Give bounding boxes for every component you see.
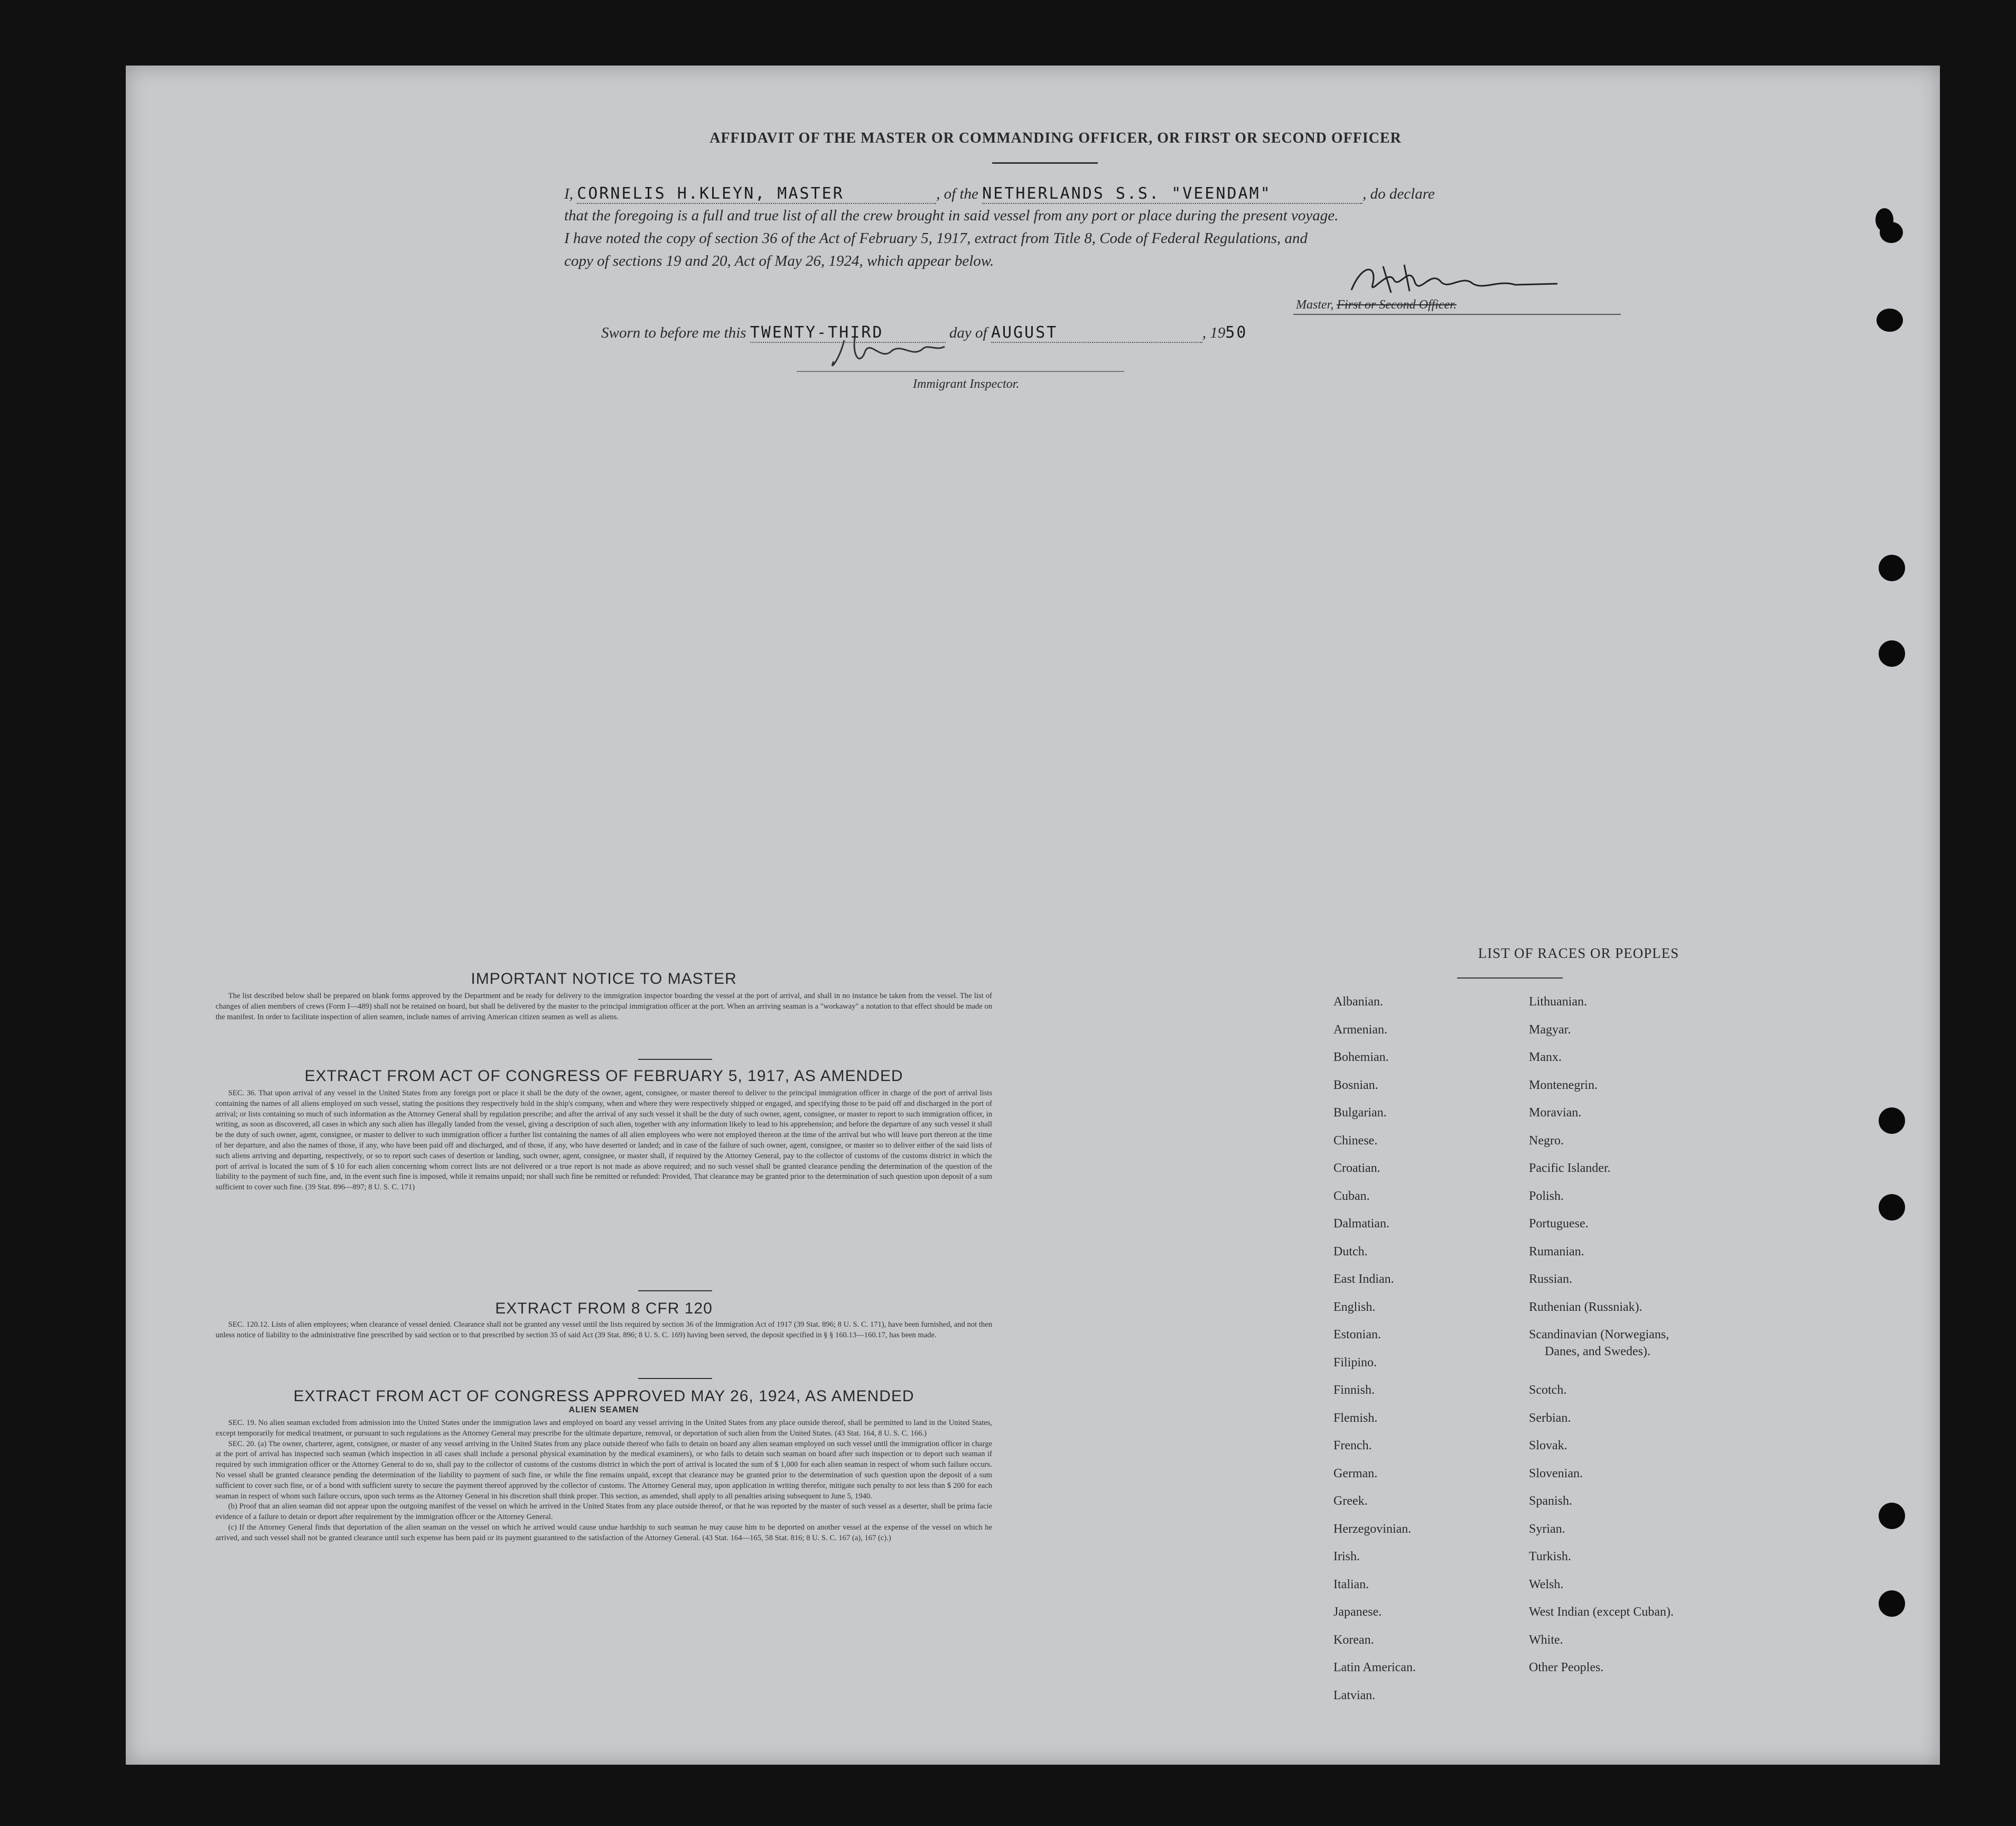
- line1-prefix: I,: [564, 185, 573, 202]
- races-column-1: [1333, 993, 1416, 1714]
- race-list-item: Estonian.: [1333, 1328, 1381, 1341]
- affidavit-line-2: that the foregoing is a full and true list of all the crew brought in said vessel from any port or place during the present voyage.: [564, 207, 1339, 224]
- race-list-item: Welsh.: [1529, 1577, 1564, 1591]
- extract-1924-sec19: SEC. 19. No alien seaman excluded from admission into the United States under the immigration laws and employed on board any vessel arriving in the United States from any place outside thereof, shall be permitted to land in the United States, except temporarily for medical treatment, or pursuant to such regulations as the Attorney General may prescribe for the ultimate departure, removal, or deportation of such alien from the United States. (43 Stat. 164, 8 U. S. C. 166.): [216, 1419, 992, 1438]
- extract-cfr-paragraph: SEC. 120.12. Lists of alien employees; when clearance of vessel denied. Clearance shall not be granted any vessel until the lists required by section 36 of the Immigration Act of 1917 (39 Stat. 896; 8 U. S. C. 171), have been furnished, and not then unless notice of liability to the administrative fine prescribed by said section or to that prescribed by section 35 of said Act (39 Stat. 896; 8 U. S. C. 169) having been served, the deposit specified in § § 160.13—160.17, has been made.: [216, 1320, 992, 1339]
- race-list-item: Japanese.: [1333, 1605, 1382, 1619]
- extract-cfr-body: [216, 1320, 992, 1341]
- race-list-item: Moravian.: [1529, 1106, 1582, 1120]
- race-list-item-scandinavian: [1529, 1326, 1674, 1381]
- race-list-item: Negro.: [1529, 1133, 1564, 1148]
- extract-1917-title: EXTRACT FROM ACT OF CONGRESS OF FEBRUARY 5, 1917, AS AMENDED: [304, 1067, 903, 1085]
- race-list-item: Bohemian.: [1333, 1050, 1389, 1064]
- sworn-year-prefix: , 19: [1202, 324, 1226, 341]
- affidavit-line-4: copy of sections 19 and 20, Act of May 26, 1924, which appear below.: [564, 253, 994, 269]
- sworn-month-handwritten: AUGUST: [991, 323, 1202, 343]
- title-rule: [992, 162, 1098, 164]
- races-title: LIST OF RACES OR PEOPLES: [1478, 945, 1679, 961]
- extract-1924-sec20b: (b) Proof that an alien seaman did not appear upon the outgoing manifest of the vessel on which he arrived in the United States from any place outside thereof, or that he was reported by the master of such vessel as a deserter, shall be prima facie evidence of a failure to detain or deport after requirement by the immigration officer or the Attorney General.: [216, 1502, 992, 1522]
- race-list-item: Scotch.: [1529, 1383, 1567, 1397]
- race-list-item: Other Peoples.: [1529, 1661, 1604, 1674]
- race-list-item: Pacific Islander.: [1529, 1161, 1611, 1175]
- race-list-item: English.: [1333, 1300, 1376, 1314]
- vessel-name-handwritten: NETHERLANDS S.S. "VEENDAM": [982, 184, 1362, 204]
- punch-hole: [1879, 1107, 1905, 1134]
- affidavit-line-3: I have noted the copy of section 36 of the Act of February 5, 1917, extract from Title 8, Code of Federal Regulations, and: [564, 230, 1308, 247]
- race-list-item: Spanish.: [1529, 1494, 1573, 1508]
- race-list-item: White.: [1529, 1633, 1563, 1647]
- race-list-item: Italian.: [1333, 1577, 1369, 1591]
- race-list-item: Dutch.: [1333, 1244, 1368, 1259]
- race-list-item: Ruthenian (Russniak).: [1529, 1300, 1642, 1314]
- extract-1924-subtitle: ALIEN SEAMEN: [568, 1405, 639, 1414]
- race-list-item: Slovak.: [1529, 1439, 1567, 1452]
- extract-1924-sec20c: (c) If the Attorney General finds that deportation of the alien seaman on the vessel on which he arrived would cause undue hardship to such seaman he may cause him to be deported on another vessel at the expense of the vessel on which he arrived, and such vessel shall not be granted clearance until such expense has been paid or its payment guaranteed to the satisfaction of the Attorney General. (43 Stat. 164—165, 58 Stat. 816; 8 U. S. C. 167 (a), 167 (c).): [216, 1523, 992, 1542]
- line1-suffix: , do declare: [1362, 185, 1435, 202]
- extract-1924-title: EXTRACT FROM ACT OF CONGRESS APPROVED MAY 26, 1924, AS AMENDED: [293, 1387, 914, 1405]
- race-list-item: Portuguese.: [1529, 1217, 1589, 1231]
- race-list-item: Herzegovinian.: [1333, 1522, 1412, 1536]
- races-column-2: [1529, 993, 1674, 1687]
- race-list-item: Dalmatian.: [1333, 1217, 1389, 1231]
- race-list-item: Finnish.: [1333, 1383, 1375, 1397]
- master-officer-label: [1296, 298, 1457, 312]
- master-signature-line: [1293, 314, 1621, 315]
- sworn-prefix: Sworn to before me this: [601, 324, 746, 341]
- struck-officer-title: First or Second Officer.: [1337, 298, 1457, 312]
- scandinavian-line-2: Danes, and Swedes).: [1545, 1345, 1650, 1358]
- race-list-item: Lithuanian.: [1529, 995, 1587, 1009]
- race-list-item: Chinese.: [1333, 1133, 1378, 1148]
- punch-hole: [1879, 555, 1905, 581]
- race-list-item: Rumanian.: [1529, 1244, 1584, 1259]
- race-list-item: East Indian.: [1333, 1272, 1394, 1286]
- master-name-handwritten: CORNELIS H.KLEYN, MASTER: [577, 184, 936, 204]
- affidavit-line-1: [564, 184, 1531, 204]
- race-list-item: Cuban.: [1333, 1189, 1370, 1203]
- race-list-item: Filipino.: [1333, 1355, 1377, 1370]
- punch-hole: [1879, 640, 1905, 667]
- race-list-item: Flemish.: [1333, 1411, 1378, 1425]
- race-list-item: German.: [1333, 1466, 1378, 1480]
- notice-paragraph: The list described below shall be prepared on blank forms approved by the Department and be ready for delivery to the immigration inspector boarding the vessel at the port of arrival, and shall in no instance be taken from the vessel. The list of changes of alien members of crews (Form I—489) shall not be retained on board, but shall be delivered by the master to the principal immigration officer at the port. When an arriving seaman is a "workaway" a notation to that effect should be made on the manifest. In order to facilitate inspection of alien seamen, include names of arriving American citizen seamen as well as aliens.: [216, 992, 992, 1021]
- race-list-item: Manx.: [1529, 1050, 1562, 1064]
- race-list-item: Greek.: [1333, 1494, 1368, 1508]
- sworn-mid: day of: [949, 324, 987, 341]
- race-list-item: French.: [1333, 1439, 1372, 1452]
- race-list-item: Turkish.: [1529, 1550, 1571, 1563]
- race-list-item: West Indian (except Cuban).: [1529, 1605, 1674, 1619]
- race-list-item: Slovenian.: [1529, 1466, 1583, 1480]
- notice-body: [216, 991, 992, 1022]
- race-list-item: Bosnian.: [1333, 1078, 1378, 1092]
- sworn-line: [601, 323, 1568, 343]
- race-list-item: Bulgarian.: [1333, 1106, 1387, 1120]
- punch-hole: [1880, 222, 1903, 243]
- race-list-item: Armenian.: [1333, 1022, 1387, 1037]
- affidavit-title: AFFIDAVIT OF THE MASTER OR COMMANDING OFFICER, OR FIRST OR SECOND OFFICER: [710, 130, 1402, 146]
- punch-hole: [1877, 309, 1903, 332]
- sworn-day-handwritten: TWENTY-THIRD: [750, 323, 946, 343]
- punch-hole: [1879, 1194, 1905, 1221]
- inspector-signature-line: [797, 371, 1124, 372]
- section-rule: [638, 1378, 712, 1379]
- punch-hole: [1879, 1590, 1905, 1617]
- sworn-year-handwritten: 50: [1225, 323, 1248, 342]
- section-rule: [638, 1290, 712, 1291]
- extract-cfr-title: EXTRACT FROM 8 CFR 120: [495, 1300, 713, 1317]
- notice-title: IMPORTANT NOTICE TO MASTER: [471, 970, 737, 987]
- line1-mid: , of the: [936, 185, 978, 202]
- race-list-item: Syrian.: [1529, 1522, 1565, 1536]
- section-rule: [638, 1059, 712, 1060]
- race-list-item: Irish.: [1333, 1550, 1360, 1563]
- race-list-item: Albanian.: [1333, 995, 1383, 1009]
- race-list-item: Russian.: [1529, 1272, 1573, 1286]
- extract-1917-paragraph: SEC. 36. That upon arrival of any vessel in the United States from any foreign port or place it shall be the duty of the owner, agent, consignee, or master thereof to deliver to the principal immigration officer in charge of the port of arrival lists containing the names of all aliens employed on such vessel, stating the positions they respectively hold in the ship's company, when and where they were respectively shipped or engaged, and specifying those to be paid off and discharged in the port of arrival; or lists containing so much of such information as the Attorney General shall by regulation prescribe; and after the arrival of any such vessel it shall be the duty of such owner, agent, consignee, or master to report to such immigration officer, in writing, as soon as discovered, all cases in which any such alien has illegally landed from the vessel, giving a description of such alien, together with any information likely to lead to his apprehension; and before the departure of any such vessel it shall be the duty of such owner, agent, consignee, or master to deliver to such immigration officer a further list containing the names of all alien employees who were not employed thereon at the time of the arrival but who will leave port thereon at the time of her departure, and also the names of those, if any, who have been paid off and discharged, and of those, if any, who have deserted or landed; and in case of the failure of such owner, agent, consignee, or master so to deliver either of the said lists of such aliens arriving and departing, respectively, or so to report such cases of desertion or landing, such owner, agent, consignee, or master shall, if required by the Attorney General, pay to the collector of customs of the customs district in which the port of arrival is located the sum of $ 10 for each alien concerning whom correct lists are not delivered or a true report is not made as above required; and no such vessel shall be granted clearance pending the determination of the question of the liability to the payment of such fine, and, in the event such fine is imposed, while it remains unpaid; nor shall such fine be remitted or refunded: Provided, That clearance may be granted prior to the determination of such question upon deposit of a sum sufficient to cover such fine. (39 Stat. 896—897; 8 U. S. C. 171): [216, 1089, 992, 1192]
- race-list-item: Korean.: [1333, 1633, 1374, 1647]
- race-list-item: Croatian.: [1333, 1161, 1380, 1175]
- race-list-item: Magyar.: [1529, 1022, 1571, 1037]
- extract-1924-sec20a: SEC. 20. (a) The owner, charterer, agent, consignee, or master of any vessel arriving in the United States from any place outside thereof who fails to detain on board any alien seaman employed on such vessel until the immigration officer in charge at the port of arrival has inspected such seaman (which inspection in all cases shall include a personal physical examination by the medical examiners), or who fails to detain such seaman on board after such inspection or to deport such seaman if required by such immigration officer or the Attorney General to do so, shall pay to the collector of customs of the customs district in which the port of arrival is located the sum of $ 1,000 for each alien seaman in respect of whom such failure occurs. No vessel shall be granted clearance pending the determination of the liability to payment of such fine, or while the fine remains unpaid, except that clearance may be granted prior to the determination of such question upon the deposit of a sum sufficient to cover such fine, or of a bond with sufficient surety to secure the payment thereof approved by the collector of customs. The Attorney General may, upon application in writing therefor, mitigate such penalty to not less than $ 200 for each seaman in respect of whom such failure occurs, upon such terms as the Attorney General in his discretion shall think proper. This section, as amended, shall apply to all penalties arising subsequent to June 5, 1940.: [216, 1439, 992, 1501]
- races-title-rule: [1457, 977, 1563, 979]
- master-title: Master,: [1296, 298, 1334, 312]
- race-list-item: Polish.: [1529, 1189, 1564, 1203]
- race-list-item: Serbian.: [1529, 1411, 1571, 1425]
- document-sheet: [126, 66, 1940, 1765]
- scandinavian-line-1: Scandinavian (Norwegians,: [1529, 1328, 1669, 1341]
- race-list-item: Latvian.: [1333, 1688, 1376, 1702]
- race-list-item: Montenegrin.: [1529, 1078, 1598, 1092]
- punch-hole: [1879, 1503, 1905, 1529]
- extract-1917-body: [216, 1088, 992, 1193]
- inspector-signature: [823, 330, 1013, 377]
- inspector-label: Immigrant Inspector.: [913, 377, 1020, 391]
- extract-1924-body: [216, 1418, 992, 1544]
- race-list-item: Latin American.: [1333, 1661, 1416, 1674]
